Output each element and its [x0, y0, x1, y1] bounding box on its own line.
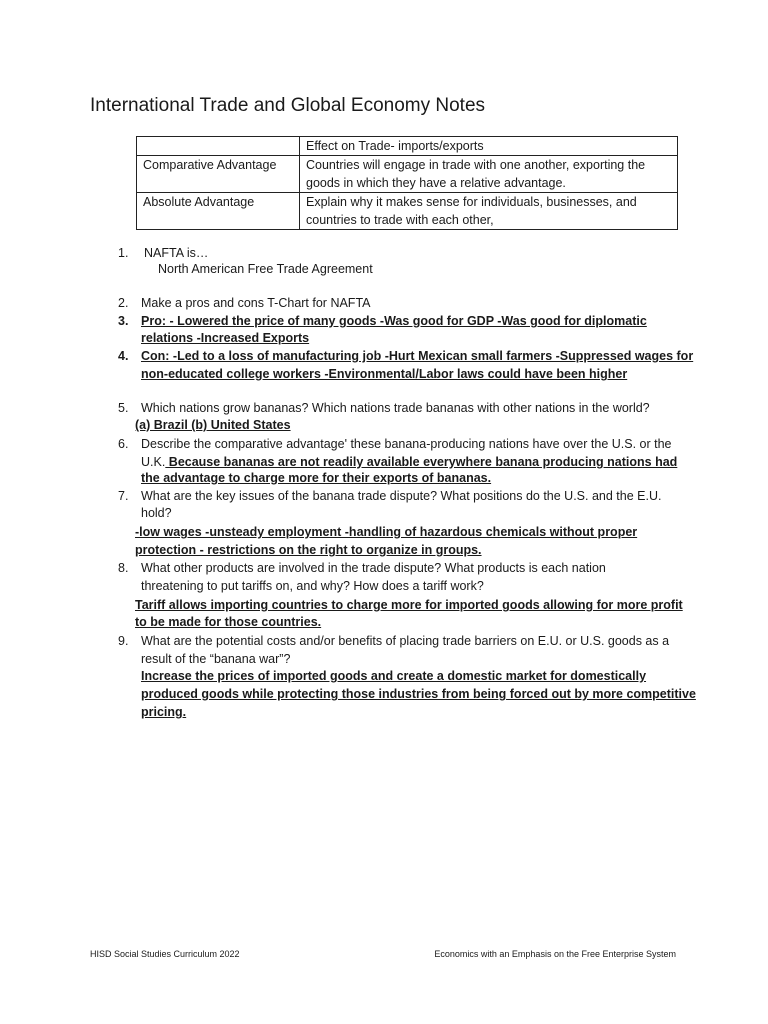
answer-text: Increase the prices of imported goods and create a domestic market for domestically: [141, 669, 647, 683]
answer-text: to be made for those countries.: [135, 615, 322, 629]
item-number: 7.: [118, 489, 129, 503]
question-text: What other products are involved in the trade dispute? What products is each nation: [141, 561, 606, 575]
item-number: 1.: [118, 246, 129, 260]
question-text: result of the “banana war”?: [141, 652, 291, 666]
question-text: Which nations grow bananas? Which nations trade bananas with other nations in the world?: [141, 401, 650, 415]
answer-text: Tariff allows importing countries to charge more for imported goods allowing for more profit: [135, 598, 683, 612]
item-number: 8.: [118, 561, 129, 575]
item-number: 6.: [118, 437, 129, 451]
table-header-blank: [137, 137, 300, 156]
item-number: 9.: [118, 634, 129, 648]
item-number: 5.: [118, 401, 129, 415]
effect-line: countries to trade with each other,: [306, 213, 494, 227]
question-text: hold?: [141, 506, 172, 520]
term-cell: Comparative Advantage: [137, 156, 300, 193]
question-text: What are the potential costs and/or benefits of placing trade barriers on E.U. or U.S. goods as a: [141, 634, 670, 648]
table-row: [137, 156, 678, 193]
effect-line: Countries will engage in trade with one another, exporting the: [306, 158, 646, 172]
page-title: International Trade and Global Economy Notes: [90, 95, 486, 116]
table-row: [137, 193, 678, 230]
effect-cell: [300, 193, 678, 230]
term-cell: Absolute Advantage: [137, 193, 300, 230]
item-number: 4.: [118, 349, 129, 363]
effect-cell: [300, 156, 678, 193]
footer-left: HISD Social Studies Curriculum 2022: [90, 949, 240, 959]
answer-text: Because bananas are not readily available everywhere banana producing nations had: [165, 455, 678, 469]
answer-text: North American Free Trade Agreement: [158, 262, 373, 276]
footer-right: Economics with an Emphasis on the Free Enterprise System: [434, 949, 676, 959]
table-header-effect: Effect on Trade- imports/exports: [300, 137, 678, 156]
answer-text: (a) Brazil (b) United States: [135, 418, 291, 432]
question-text: U.K.: [141, 455, 166, 469]
answer-text: non-educated college workers -Environmental/Labor laws could have been higher: [141, 367, 628, 381]
item-number: 2.: [118, 296, 129, 310]
table-header-row: [137, 137, 678, 156]
question-text: Describe the comparative advantage' these banana-producing nations have over the U.S. or the: [141, 437, 672, 451]
effect-line: goods in which they have a relative advantage.: [306, 176, 566, 190]
question-text: NAFTA is…: [144, 246, 209, 260]
answer-text: the advantage to charge more for their exports of bananas.: [141, 471, 492, 485]
answer-text: relations -Increased Exports: [141, 331, 310, 345]
answer-text: -low wages -unsteady employment -handling of hazardous chemicals without proper: [135, 525, 638, 539]
answer-text: Pro: - Lowered the price of many goods -Was good for GDP -Was good for diplomatic: [141, 314, 647, 328]
question-text: What are the key issues of the banana trade dispute? What positions do the U.S. and the E.U.: [141, 489, 662, 503]
answer-text: protection - restrictions on the right to organize in groups.: [135, 543, 482, 557]
question-text: threatening to put tariffs on, and why? How does a tariff work?: [141, 579, 484, 593]
effect-line: Explain why it makes sense for individuals, businesses, and: [306, 195, 637, 209]
answer-text: pricing.: [141, 705, 187, 719]
answer-text: Con: -Led to a loss of manufacturing job -Hurt Mexican small farmers -Suppressed wages for: [141, 349, 694, 363]
question-text: Make a pros and cons T-Chart for NAFTA: [141, 296, 371, 310]
answer-text: produced goods while protecting those industries from being forced out by more competitive: [141, 687, 696, 701]
item-number: 3.: [118, 314, 129, 328]
advantage-table: [136, 136, 678, 230]
